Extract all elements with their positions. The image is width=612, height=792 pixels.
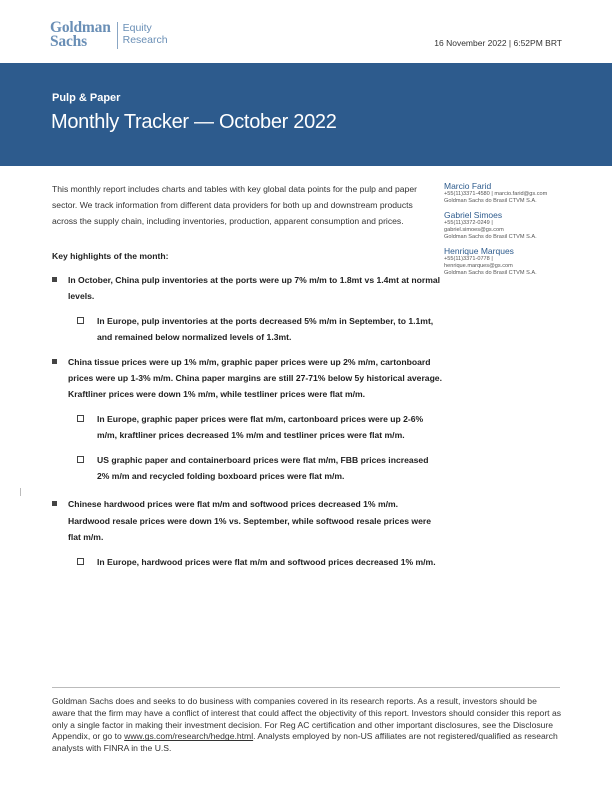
logo-sub-2: Research: [122, 33, 168, 46]
sub-highlight-text: In Europe, graphic paper prices were flat m/m, cartonboard prices were up 2-6% m/m, kraftliner prices decreased 1% m/m and testliner prices were flat m/m.: [97, 413, 424, 441]
footer-divider: [52, 687, 560, 688]
disclaimer-text-1: Goldman Sachs does and seeks to do business with companies covered in its research reports. As a result, investors should be aware that the firm may have a conflict of interest that could affect the objectivity of this report. Investors should consider this report as only a single factor in making their investment decision. For Reg AC certification and other important disclosures, see the Disclosure Appendix, or go to: [52, 696, 562, 742]
highlight-text: Chinese hardwood prices were flat m/m and softwood prices decreased 1% m/m. Hardwood resale prices were down 1% vs. September, while softwood resale prices were flat m/m.: [68, 499, 431, 543]
analyst-email[interactable]: henrique.marques@gs.com: [444, 263, 513, 269]
logo-wordmark: [50, 21, 111, 48]
highlight-text: China tissue prices were up 1% m/m, graphic paper prices were up 2% m/m, cartonboard prices were up 1-3% m/m. China paper margins are still 27-71% below 5y historical average. Kraftliner prices were down 1% m/m, while testliner prices were flat m/m.: [68, 356, 442, 400]
logo-subtitle: [123, 23, 168, 46]
logo-sub-1: Equity: [122, 22, 152, 34]
disclaimer-text-2: . Analysts employed by non-US affiliates are not registered/qualified as research analysts with FINRA in the U.S.: [52, 731, 558, 754]
highlight-item: [52, 354, 442, 403]
analyst-card: [444, 181, 574, 205]
analyst-contacts: [444, 181, 574, 282]
sub-highlight-text: In Europe, pulp inventories at the ports decreased 5% m/m in September, to 1.1mt, and remained below normalized levels of 1.3mt.: [97, 315, 434, 343]
analyst-card: [444, 210, 574, 241]
sub-highlight-item: [52, 411, 442, 444]
square-bullet-icon: [52, 501, 57, 506]
square-bullet-icon: [52, 359, 57, 364]
logo-line-2: Sachs: [50, 32, 87, 50]
gs-logo: [50, 21, 168, 49]
publish-date: 16 November 2022 | 6:52PM BRT: [434, 38, 562, 48]
analyst-phone: +55(11)3372-0249 |: [444, 220, 493, 226]
analyst-phone: +55(11)3371-4580 | marcio.farid@gs.com: [444, 191, 548, 197]
highlight-item: [52, 272, 442, 305]
intro-paragraph: This monthly report includes charts and tables with key global data points for the pulp and paper sector. We track information from different data providers for both up and downstream products across the supply chain, including inventories, production, apparent consumption and prices.: [52, 184, 417, 226]
title-banner: [0, 63, 612, 166]
analyst-email[interactable]: gabriel.simoes@gs.com: [444, 227, 504, 233]
square-bullet-icon: [52, 277, 57, 282]
hollow-square-bullet-icon: [77, 456, 84, 463]
report-title: Monthly Tracker — October 2022: [51, 111, 337, 133]
sub-highlight-item: [52, 554, 442, 570]
analyst-card: [444, 246, 574, 277]
highlights-heading: Key highlights of the month:: [52, 251, 169, 261]
sub-highlight-item: [52, 313, 442, 346]
analyst-name[interactable]: Marcio Farid: [444, 181, 492, 191]
analyst-name[interactable]: Gabriel Simoes: [444, 210, 503, 220]
highlights-list: [52, 272, 442, 578]
analyst-firm: Goldman Sachs do Brasil CTVM S.A.: [444, 270, 537, 276]
sector-label: Pulp & Paper: [52, 92, 121, 104]
sub-highlight-text: US graphic paper and containerboard prices were flat m/m, FBB prices increased 2% m/m and recycled folding boxboard prices were flat m/m.: [97, 454, 429, 482]
hollow-square-bullet-icon: [77, 317, 84, 324]
analyst-firm: Goldman Sachs do Brasil CTVM S.A.: [444, 198, 537, 204]
analyst-firm: Goldman Sachs do Brasil CTVM S.A.: [444, 234, 537, 240]
sub-highlight-item: [52, 452, 442, 485]
disclaimer: [52, 696, 562, 755]
analyst-name[interactable]: Henrique Marques: [444, 246, 514, 256]
margin-mark: [20, 488, 21, 496]
disclosure-link[interactable]: www.gs.com/research/hedge.html: [124, 731, 254, 742]
logo-divider: [117, 22, 118, 49]
hollow-square-bullet-icon: [77, 558, 84, 565]
hollow-square-bullet-icon: [77, 415, 84, 422]
logo-line-1: Goldman: [50, 19, 111, 36]
analyst-phone: +55(11)3371-0778 |: [444, 256, 493, 262]
sub-highlight-text: In Europe, hardwood prices were flat m/m and softwood prices decreased 1% m/m.: [97, 556, 436, 567]
highlight-item: [52, 496, 442, 545]
highlight-text: In October, China pulp inventories at the ports were up 7% m/m to 1.8mt vs 1.4mt at normal levels.: [68, 275, 440, 302]
